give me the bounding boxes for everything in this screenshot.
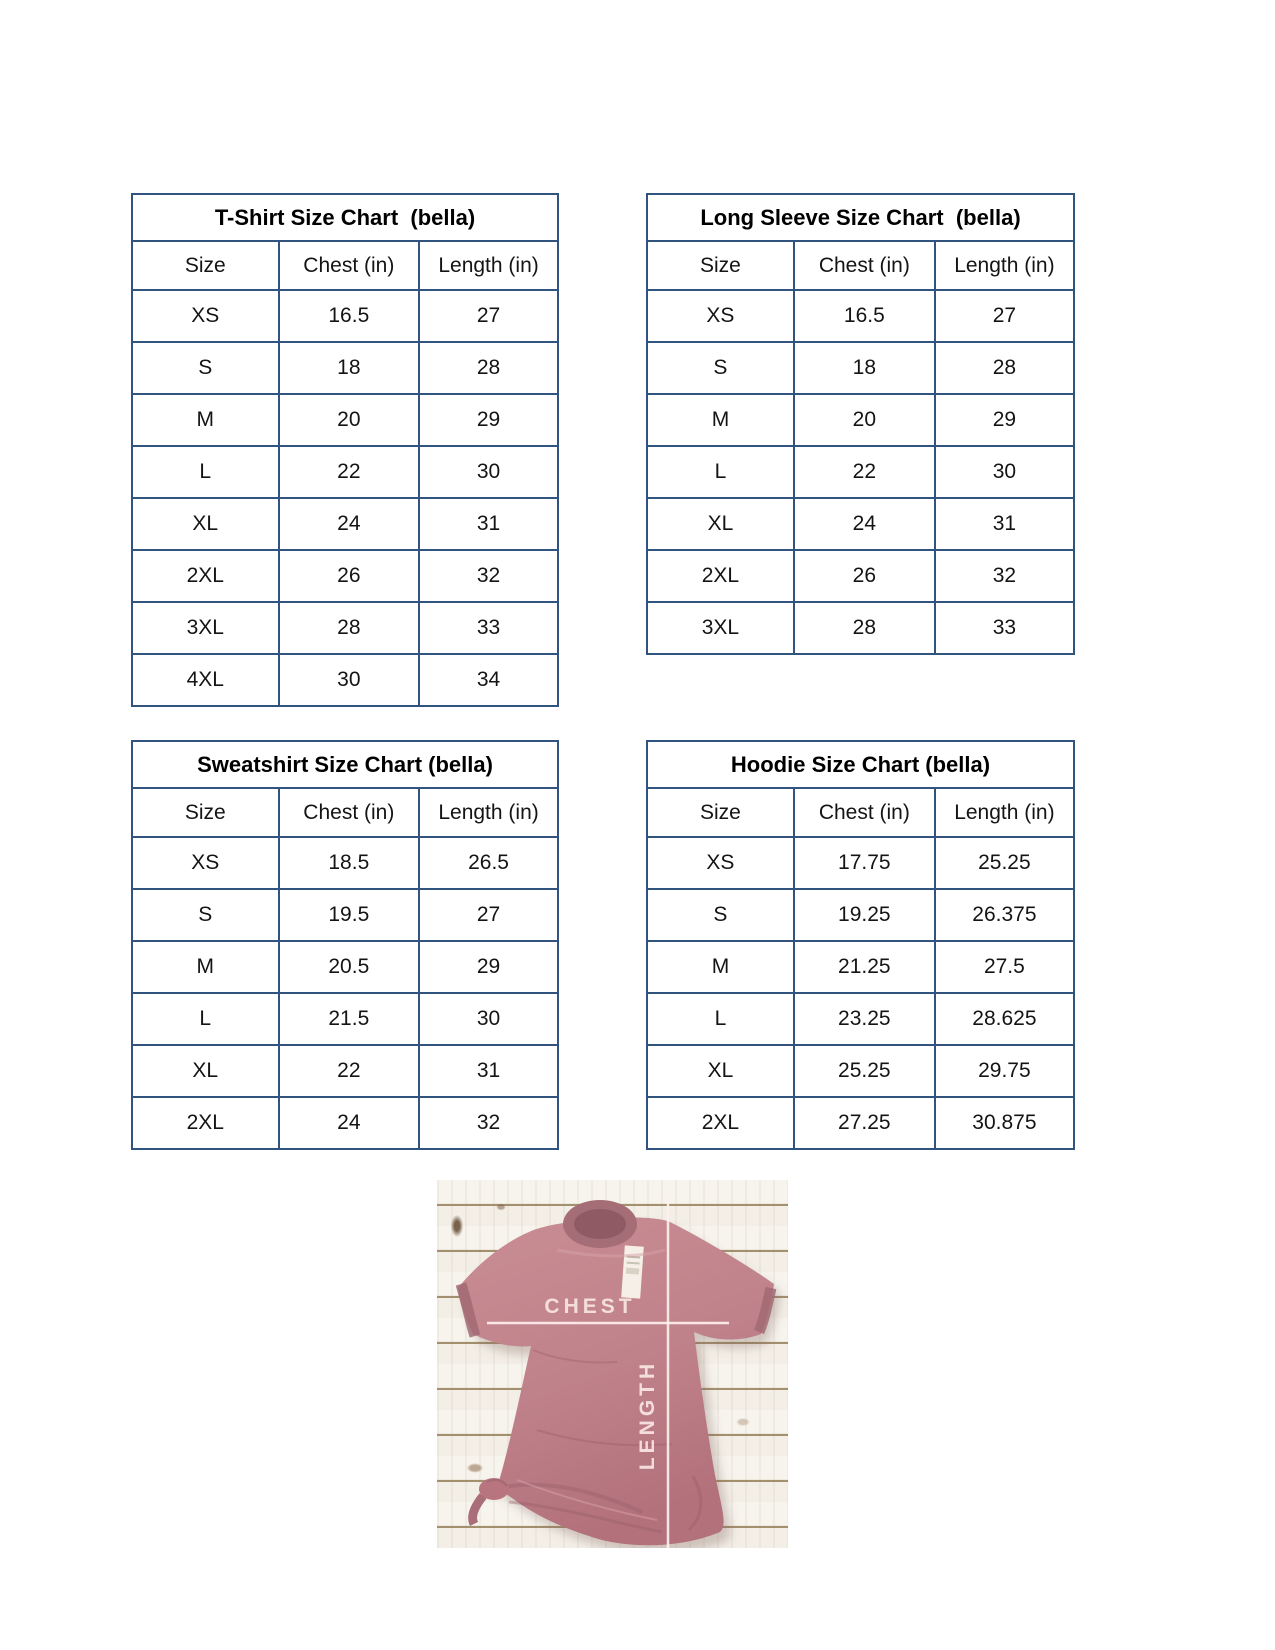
table-cell: 22 (279, 1045, 420, 1097)
table-cell: 26 (279, 550, 420, 602)
table-cell: S (647, 342, 794, 394)
column-header: Length (in) (935, 788, 1074, 837)
table-row (132, 889, 558, 941)
column-header: Chest (in) (279, 788, 420, 837)
table-cell: 33 (419, 602, 558, 654)
table-cell: 30 (935, 446, 1074, 498)
table-cell: XS (132, 837, 279, 889)
table-title: Long Sleeve Size Chart (bella) (647, 194, 1074, 241)
table-header-row (647, 241, 1074, 290)
table-row (132, 654, 558, 706)
table-cell: 27.5 (935, 941, 1074, 993)
table-cell: 2XL (647, 550, 794, 602)
table-cell: S (132, 342, 279, 394)
table-cell: XL (132, 498, 279, 550)
table-cell: 19.5 (279, 889, 420, 941)
longsleeve-size-chart-table (646, 193, 1075, 655)
table-cell: 22 (794, 446, 935, 498)
table-title: T-Shirt Size Chart (bella) (132, 194, 558, 241)
table-cell: 25.25 (935, 837, 1074, 889)
table-row (132, 342, 558, 394)
table-header-row (647, 788, 1074, 837)
table-cell: 19.25 (794, 889, 935, 941)
table-cell: 29 (419, 394, 558, 446)
table-cell: 29 (935, 394, 1074, 446)
length-label: LENGTH (636, 1359, 659, 1471)
column-header: Chest (in) (794, 241, 935, 290)
column-header: Length (in) (419, 241, 558, 290)
table-row (647, 446, 1074, 498)
table-cell: 32 (419, 550, 558, 602)
table-cell: S (132, 889, 279, 941)
table-cell: S (647, 889, 794, 941)
table-cell: 29 (419, 941, 558, 993)
table-cell: L (132, 993, 279, 1045)
table-cell: 27 (935, 290, 1074, 342)
table-cell: 17.75 (794, 837, 935, 889)
table-cell: 28 (935, 342, 1074, 394)
table-cell: L (132, 446, 279, 498)
table-cell: 2XL (647, 1097, 794, 1149)
table-row (647, 498, 1074, 550)
table-cell: 23.25 (794, 993, 935, 1045)
table-cell: XS (647, 290, 794, 342)
column-header: Length (in) (419, 788, 558, 837)
table-header-row (132, 788, 558, 837)
table-cell: 33 (935, 602, 1074, 654)
table-cell: 26.375 (935, 889, 1074, 941)
table-title: Sweatshirt Size Chart (bella) (132, 741, 558, 788)
table-cell: 16.5 (794, 290, 935, 342)
table-row (132, 446, 558, 498)
table-cell: M (132, 941, 279, 993)
table-cell: 27.25 (794, 1097, 935, 1149)
table-row (132, 941, 558, 993)
table-cell: 18.5 (279, 837, 420, 889)
table-cell: 21.25 (794, 941, 935, 993)
column-header: Size (647, 241, 794, 290)
column-header: Chest (in) (279, 241, 420, 290)
tshirt-size-chart-table (131, 193, 559, 707)
table-row (132, 1097, 558, 1149)
table-cell: 22 (279, 446, 420, 498)
table-cell: L (647, 993, 794, 1045)
table-cell: XS (132, 290, 279, 342)
table-cell: 28 (794, 602, 935, 654)
table-cell: 31 (935, 498, 1074, 550)
tshirt-illustration (437, 1180, 788, 1548)
column-header: Chest (in) (794, 788, 935, 837)
table-cell: M (132, 394, 279, 446)
table-row (132, 602, 558, 654)
table-title-row (132, 741, 558, 788)
table-cell: 25.25 (794, 1045, 935, 1097)
table-cell: XL (647, 1045, 794, 1097)
table-row (132, 498, 558, 550)
table-cell: 3XL (647, 602, 794, 654)
table-cell: 24 (794, 498, 935, 550)
table-cell: 27 (419, 889, 558, 941)
table-cell: 26.5 (419, 837, 558, 889)
table-row (132, 550, 558, 602)
table-cell: 26 (794, 550, 935, 602)
table-cell: 30 (419, 446, 558, 498)
table-cell: 32 (419, 1097, 558, 1149)
table-row (647, 290, 1074, 342)
table-row (132, 1045, 558, 1097)
table-cell: 30 (279, 654, 420, 706)
table-cell: L (647, 446, 794, 498)
table-cell: XL (647, 498, 794, 550)
table-cell: 3XL (132, 602, 279, 654)
column-header: Size (647, 788, 794, 837)
table-row (647, 342, 1074, 394)
table-cell: 20.5 (279, 941, 420, 993)
table-cell: 20 (279, 394, 420, 446)
table-cell: XS (647, 837, 794, 889)
table-cell: M (647, 394, 794, 446)
table-cell: 28 (419, 342, 558, 394)
column-header: Size (132, 788, 279, 837)
table-row (647, 1097, 1074, 1149)
table-row (647, 889, 1074, 941)
chest-label: CHEST (544, 1295, 636, 1318)
column-header: Length (in) (935, 241, 1074, 290)
table-cell: 32 (935, 550, 1074, 602)
table-title-row (647, 194, 1074, 241)
table-cell: 31 (419, 1045, 558, 1097)
table-cell: 28 (279, 602, 420, 654)
table-row (647, 550, 1074, 602)
table-cell: 18 (279, 342, 420, 394)
table-row (132, 993, 558, 1045)
table-cell: XL (132, 1045, 279, 1097)
table-title-row (132, 194, 558, 241)
table-cell: 2XL (132, 550, 279, 602)
table-row (647, 941, 1074, 993)
table-cell: 24 (279, 1097, 420, 1149)
table-cell: 4XL (132, 654, 279, 706)
hem-knot (473, 1478, 509, 1524)
table-cell: 21.5 (279, 993, 420, 1045)
size-guide-photo (437, 1180, 788, 1548)
table-cell: 24 (279, 498, 420, 550)
table-row (647, 993, 1074, 1045)
table-cell: M (647, 941, 794, 993)
table-cell: 18 (794, 342, 935, 394)
table-title: Hoodie Size Chart (bella) (647, 741, 1074, 788)
hoodie-size-chart-table (646, 740, 1075, 1150)
table-cell: 16.5 (279, 290, 420, 342)
table-cell: 27 (419, 290, 558, 342)
sweatshirt-size-chart-table (131, 740, 559, 1150)
table-cell: 29.75 (935, 1045, 1074, 1097)
table-row (647, 394, 1074, 446)
collar-opening (574, 1209, 626, 1239)
table-cell: 34 (419, 654, 558, 706)
table-row (132, 290, 558, 342)
table-row (132, 837, 558, 889)
table-row (647, 602, 1074, 654)
table-row (132, 394, 558, 446)
table-cell: 30 (419, 993, 558, 1045)
table-row (647, 1045, 1074, 1097)
table-cell: 20 (794, 394, 935, 446)
table-cell: 2XL (132, 1097, 279, 1149)
table-cell: 31 (419, 498, 558, 550)
table-header-row (132, 241, 558, 290)
table-cell: 30.875 (935, 1097, 1074, 1149)
table-title-row (647, 741, 1074, 788)
table-cell: 28.625 (935, 993, 1074, 1045)
column-header: Size (132, 241, 279, 290)
table-row (647, 837, 1074, 889)
